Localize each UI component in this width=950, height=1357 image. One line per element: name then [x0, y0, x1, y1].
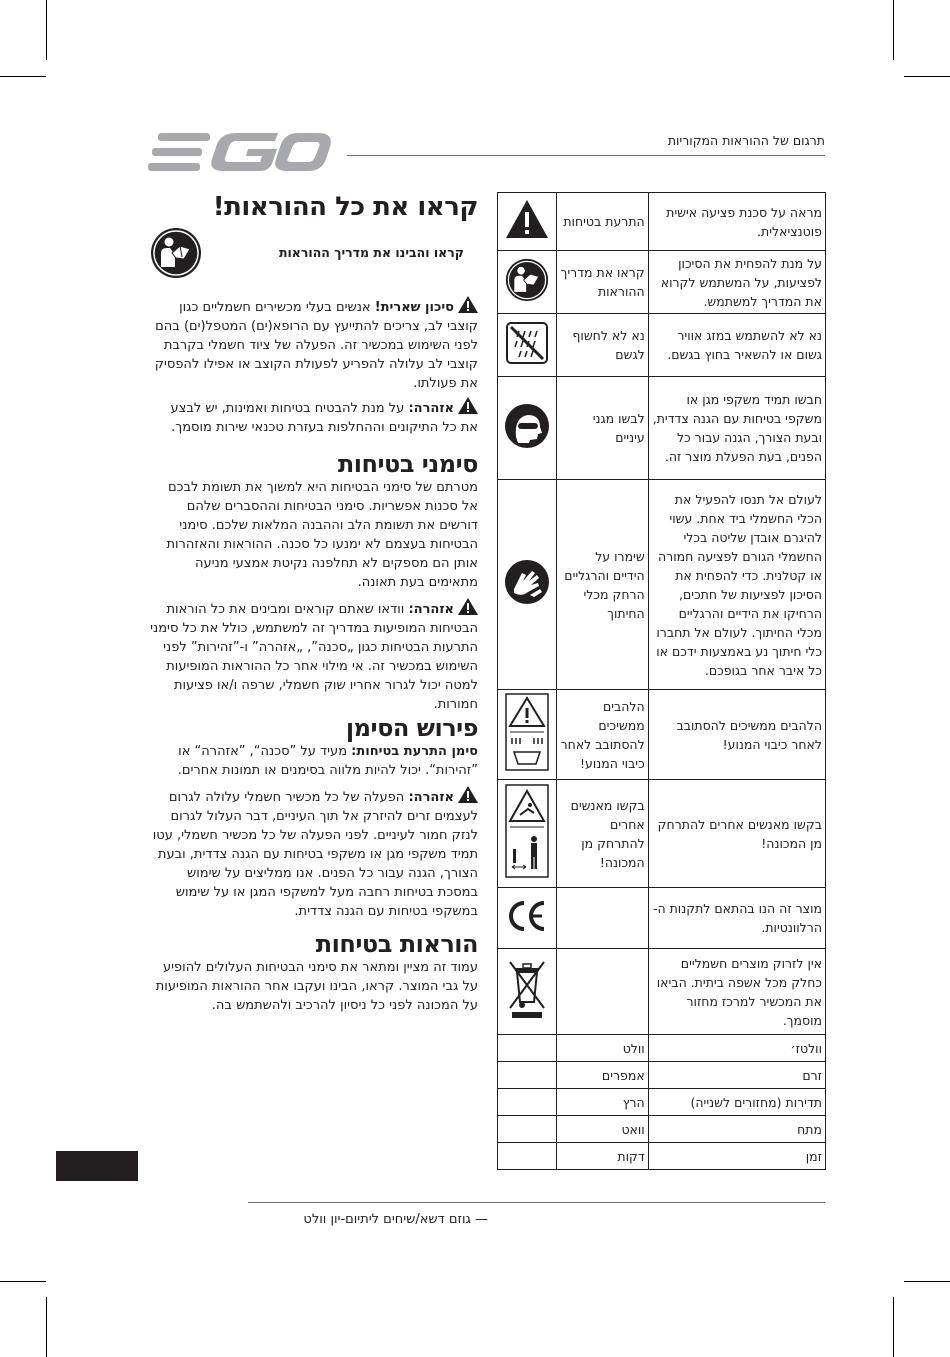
symbol-name: וולט — [556, 1035, 648, 1062]
table-row — [498, 1062, 826, 1089]
symbol-description: הלהבים ממשיכים להסתובב לאחר כיבוי המנוע! — [648, 690, 825, 780]
table-row — [498, 949, 826, 1035]
residual-risk-text: אנשים בעלי מכשירים חשמליים כגון קוצבי לב, צריכים להתייעץ עם הרופא(ים) המטפל(ים) בהם לפני השימוש במכשיר זה. הפעלה של ציוד חשמלי בקרבת קוצבי לב עלולה להפריע לפעולת הקוצב או אפילו להפסיק את פעולתו. — [154, 300, 478, 391]
table-row — [498, 690, 826, 780]
table-row — [498, 377, 826, 480]
symbol-description: וולטז׳ — [648, 1035, 825, 1062]
empty-icon-cell — [498, 1089, 557, 1116]
symbol-meaning-text: מעיד על ”סכנה“, ”אזהרה“ או ”זהירות“. יכול להיות מלווה בסימנים או תמונות אחרים. — [177, 744, 478, 778]
eye-warning-text: הפעלה של כל מכשיר חשמלי עלולה לגרום לעצמים זרים להיזרק אל תוך העיניים, דבר העלול לגרום לנזק חמור לעיניים. לפני הפעלה של כל מכשיר חשמלי, עטו תמיד משקפי מגן או משקפי בטיחות עם הגנה צדדית, ובעת הצורך, הגנה עבור כל הפנים. אנו ממליצים על שימוש במסכת בטיחות רחבה מעל למשקפי המגן או על שימוש במשקפי בטיחות עם הגנה צדדית. — [152, 790, 478, 919]
symbol-name: אמפרים — [556, 1062, 648, 1089]
table-row — [498, 193, 826, 251]
symbol-table — [497, 192, 826, 1170]
table-row — [498, 1116, 826, 1143]
symbol-description: מוצר זה הנו בהתאם לתקנות ה- הרלוונטיות. — [648, 888, 825, 949]
symbol-description: תדירות (מחזורים לשנייה) — [648, 1089, 825, 1116]
ego-logo — [148, 131, 333, 177]
symbol-name: הרץ — [556, 1089, 648, 1116]
table-row — [498, 1143, 826, 1170]
crop-mark — [0, 76, 46, 77]
symbol-meaning-section — [150, 714, 478, 921]
page-number-tab — [56, 1151, 138, 1181]
keep-hands-away-icon — [498, 480, 557, 690]
empty-icon-cell — [498, 1062, 557, 1089]
table-row — [498, 1089, 826, 1116]
blade-coasting-icon — [498, 690, 557, 780]
symbol-description: מראה על סכנת פציעה אישית פוטנציאלית. — [648, 193, 825, 251]
symbol-meaning-label: סימן התרעת בטיחות: — [351, 744, 478, 759]
symbol-name — [556, 949, 648, 1035]
symbol-description: לעולם אל תנסו להפעיל את הכלי החשמלי ביד אחת. עשוי להיגרם אובדן שליטה בכלי החשמלי הגורם לפציעה חמורה או קטלנית. כדי להפחית את הסיכון לפציעות של חתכים, הרחיקו את הידיים והרגליים מכלי החיתוך. לעולם אל תחברו כלי חיתוך נע באמצעות ידכם או כל איבר אחר בגופכם. — [648, 480, 825, 690]
read-manual-subtitle: קראו והבינו את מדריך ההוראות — [278, 245, 464, 260]
header-rule — [347, 155, 825, 156]
empty-icon-cell — [498, 1143, 557, 1170]
no-rain-icon — [498, 314, 557, 377]
footer-rule — [248, 1202, 825, 1203]
table-row — [498, 888, 826, 949]
warning-triangle-icon — [458, 598, 478, 615]
keep-bystanders-away-icon — [498, 780, 557, 888]
empty-icon-cell — [498, 1116, 557, 1143]
eye-warning-label: אזהרה: — [408, 790, 454, 805]
warning-triangle-icon — [458, 397, 478, 414]
symbol-description: נא לא להשתמש במזג אוויר גשום או להשאיר בחוץ בגשם. — [648, 314, 825, 377]
symbol-name: וואט — [556, 1116, 648, 1143]
table-row — [498, 251, 826, 314]
table-row — [498, 1035, 826, 1062]
warning-triangle-icon — [498, 193, 557, 251]
symbol-name — [556, 888, 648, 949]
symbol-description: אין לזרוק מוצרים חשמליים כחלק מכל אשפה ביתית. הביאו את המכשיר למרכז מחזור מוסמך. — [648, 949, 825, 1035]
symbol-description: זמן — [648, 1143, 825, 1170]
empty-icon-cell — [498, 1035, 557, 1062]
translation-note: תרגום של ההוראות המקוריות — [667, 133, 825, 148]
repair-warning-label: אזהרה: — [408, 401, 454, 416]
read-manual-icon — [498, 251, 557, 314]
weee-bin-icon — [498, 949, 557, 1035]
table-row — [498, 314, 826, 377]
safety-warning-text: וודאו שאתם קוראים ומבינים את כל הוראות הבטיחות המופיעות במדריך זה למשתמש, כולל את כל סימני התרעות הבטיחות כגון „סכנה”, „אזהרה” ו-”זהירות” לפני השימוש במכשיר זה. אי מילוי אחר כל ההוראות המופיעות למטה יכול לגרור אחריו שוק חשמלי, שרפה ו/או פציעות חמורות. — [150, 602, 478, 712]
symbol-name: הלהבים ממשיכים להסתובב לאחר כיבוי המנוע! — [556, 690, 648, 780]
symbol-name: קראו את מדריך ההוראות — [556, 251, 648, 314]
symbol-name: דקות — [556, 1143, 648, 1170]
crop-mark — [904, 76, 950, 77]
ce-mark-icon — [498, 888, 557, 949]
symbol-description: מתח — [648, 1116, 825, 1143]
footer-text: — גוזם דשא/שיחים ליתיום-יון וולט — [303, 1212, 488, 1227]
eye-protection-icon — [498, 377, 557, 480]
repair-warning-block — [150, 397, 478, 437]
symbol-description: חבשו תמיד משקפי מגן או משקפי בטיחות עם הגנה צדדית, ובעת הצורך, הגנה עבור כל הפנים, בעת הפעלת מוצר זה. — [648, 377, 825, 480]
symbol-description: זרם — [648, 1062, 825, 1089]
table-row — [498, 480, 826, 690]
safety-instructions-heading: הוראות בטיחות — [315, 930, 478, 958]
safety-instructions-text: עמוד זה מציין ומתאר את סימני הבטיחות העלולים להופיע על גבי המוצר. קראו, הבינו ועקבו אחר ההוראות המופיעות על המכונה לפני כל ניסיון להרכיב ולהשתמש בה. — [155, 960, 478, 1013]
crop-mark — [46, 0, 47, 60]
residual-risk-block — [150, 296, 478, 393]
page-title: קראו את כל ההוראות! — [212, 192, 478, 222]
safety-warning-label: אזהרה: — [408, 602, 454, 617]
table-row — [498, 780, 826, 888]
crop-mark — [893, 1297, 894, 1357]
symbol-name: התרעת בטיחות — [556, 193, 648, 251]
symbol-description: על מנת להפחית את הסיכון לפציעות, על המשתמש לקרוא את המדריך למשתמש. — [648, 251, 825, 314]
symbol-meaning-heading: פירוש הסימן — [345, 714, 478, 742]
symbol-name: לבשו מגני עיניים — [556, 377, 648, 480]
crop-mark — [893, 0, 894, 60]
crop-mark — [0, 1281, 46, 1282]
symbol-description: בקשו מאנשים אחרים להתרחק מן המכונה! — [648, 780, 825, 888]
symbol-name: נא לא לחשוף לגשם — [556, 314, 648, 377]
crop-mark — [46, 1297, 47, 1357]
safety-symbols-heading: סימני בטיחות — [337, 450, 478, 478]
safety-instructions-section — [150, 930, 478, 1015]
safety-symbols-intro: מטרתם של סימני הבטיחות היא למשוך את תשומת לבכם אל סכנות אפשריות. סימני הבטיחות וההסברים שלהם דורשים את תשומת הלב וההבנה המלאות שלכם. סימני הבטיחות בעצמם לא ימנעו כל סכנה. ההוראות והאזהרות אותן הם מספקים לא תחלפנה נקיטת אמצעי מניעה מתאימים בעת תאונה. — [166, 480, 478, 590]
warning-triangle-icon — [458, 786, 478, 803]
crop-mark — [904, 1281, 950, 1282]
safety-symbols-section — [150, 450, 478, 714]
symbol-name: בקשו מאנשים אחרים להתרחק מן המכונה! — [556, 780, 648, 888]
repair-warning-text: על מנת להבטיח בטיחות ואמינות, יש לבצע את כל התיקונים וההחלפות בעזרת טכנאי שירות מוסמך. — [170, 401, 478, 435]
residual-risk-label: סיכון שארית! — [374, 300, 454, 315]
warning-triangle-icon — [458, 296, 478, 313]
symbol-name: שימרו על הידיים והרגליים הרחק מכלי החיתוך — [556, 480, 648, 690]
